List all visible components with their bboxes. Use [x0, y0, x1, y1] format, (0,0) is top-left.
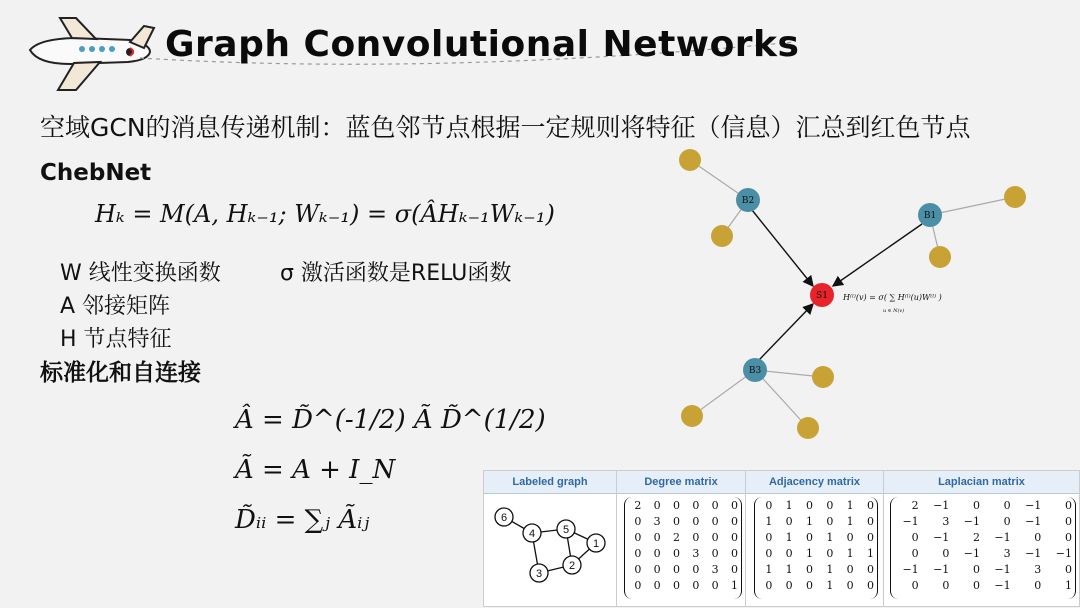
adjacency_matrix-cell: 1 — [867, 546, 874, 560]
adjacency_matrix-cell: 0 — [805, 562, 813, 576]
laplacian_matrix-cell: 3 — [1003, 546, 1011, 560]
adjacency_matrix-cell: 0 — [785, 578, 793, 592]
laplacian_matrix-cell: −1 — [994, 562, 1011, 576]
header-degree-matrix: Degree matrix — [644, 476, 718, 488]
degree_matrix-row — [625, 497, 741, 513]
header-laplacian-matrix: Laplacian matrix — [938, 476, 1025, 488]
adjacency_matrix-cell: 1 — [826, 530, 834, 544]
laplacian_matrix-cell: −1 — [1055, 546, 1072, 560]
degree_matrix-cell: 3 — [692, 546, 700, 560]
degree_matrix-row — [625, 529, 741, 545]
laplacian_matrix-cell: 0 — [942, 546, 950, 560]
adjacency_matrix-cell: 0 — [846, 562, 854, 576]
update-formula: H⁽ˡ⁾(v) = σ( ∑ H⁽ˡ⁾(u)W⁽ˡ⁾ ) — [843, 293, 942, 302]
formula-hk: Hₖ = M(A, Hₖ₋₁; Wₖ₋₁) = σ(ÂHₖ₋₁Wₖ₋₁) — [95, 200, 555, 228]
degree_matrix-cell: 0 — [692, 498, 700, 512]
graph-node-1: 1 — [592, 538, 600, 550]
laplacian_matrix-cell: 3 — [942, 514, 950, 528]
degree_matrix-cell: 0 — [653, 578, 661, 592]
adjacency_matrix-cell: 0 — [846, 530, 854, 544]
degree_matrix-cell: 0 — [711, 578, 719, 592]
matrix-figure — [483, 470, 1080, 607]
degree_matrix-cell: 0 — [672, 562, 680, 576]
degree_matrix-cell: 3 — [711, 562, 719, 576]
adjacency_matrix-cell: 1 — [846, 514, 854, 528]
adjacency_matrix-cell: 1 — [785, 562, 793, 576]
degree_matrix-row — [625, 561, 741, 577]
laplacian_matrix-cell: −1 — [1025, 498, 1042, 512]
adjacency_matrix-cell: 0 — [785, 546, 793, 560]
laplacian_matrix-cell: 0 — [911, 530, 919, 544]
laplacian_matrix-cell: −1 — [933, 562, 950, 576]
adjacency_matrix-cell: 1 — [785, 498, 793, 512]
degree-matrix — [624, 497, 742, 599]
gold-node — [1004, 186, 1026, 208]
adjacency_matrix-row — [755, 577, 877, 593]
label-b1: B1 — [923, 211, 937, 221]
gold-node — [679, 149, 701, 171]
laplacian_matrix-row — [891, 529, 1075, 545]
laplacian_matrix-cell: 0 — [1034, 578, 1042, 592]
laplacian_matrix-cell: −1 — [933, 498, 950, 512]
adjacency_matrix-cell: 0 — [867, 530, 874, 544]
gold-node — [681, 405, 703, 427]
adjacency_matrix-cell: 1 — [805, 546, 813, 560]
laplacian_matrix-cell: −1 — [963, 546, 980, 560]
slide-subtitle: 空域GCN的消息传递机制：蓝色邻节点根据一定规则将特征（信息）汇总到红色节点 — [40, 113, 971, 142]
degree_matrix-cell: 0 — [692, 530, 700, 544]
adjacency_matrix-cell: 0 — [765, 498, 773, 512]
degree_matrix-cell: 0 — [731, 562, 738, 576]
degree_matrix-cell: 0 — [711, 498, 719, 512]
degree_matrix-cell: 0 — [731, 546, 738, 560]
adjacency_matrix-cell: 0 — [867, 514, 874, 528]
degree_matrix-cell: 0 — [634, 530, 642, 544]
adjacency-matrix — [754, 497, 878, 599]
adjacency_matrix-cell: 0 — [785, 514, 793, 528]
adjacency_matrix-cell: 0 — [826, 546, 834, 560]
degree_matrix-row — [625, 577, 741, 593]
laplacian_matrix-cell: −1 — [1025, 546, 1042, 560]
laplacian_matrix-cell: 1 — [1065, 578, 1072, 592]
note-w: W 线性变换函数 — [60, 261, 221, 286]
laplacian_matrix-cell: 0 — [1034, 530, 1042, 544]
labeled-graph — [484, 493, 616, 605]
chebnet-heading: ChebNet — [40, 160, 152, 186]
laplacian_matrix-cell: 0 — [1003, 498, 1011, 512]
degree_matrix-cell: 0 — [692, 514, 700, 528]
degree_matrix-cell: 2 — [634, 498, 642, 512]
degree_matrix-cell: 3 — [653, 514, 661, 528]
adjacency_matrix-cell: 0 — [826, 498, 834, 512]
degree_matrix-row — [625, 545, 741, 561]
laplacian_matrix-cell: 3 — [1034, 562, 1042, 576]
degree_matrix-cell: 0 — [711, 546, 719, 560]
adjacency_matrix-cell: 0 — [765, 546, 773, 560]
laplacian_matrix-cell: −1 — [994, 578, 1011, 592]
formula-a-tilde: Ã = A + I_N — [235, 455, 396, 485]
adjacency_matrix-row — [755, 513, 877, 529]
gold-node — [797, 417, 819, 439]
normalization-heading: 标准化和自连接 — [40, 360, 201, 386]
laplacian_matrix-cell: 0 — [1065, 498, 1072, 512]
laplacian_matrix-row — [891, 561, 1075, 577]
graph-node-6: 6 — [500, 512, 508, 524]
graph-node-5: 5 — [562, 524, 570, 536]
laplacian_matrix-cell: 0 — [1065, 530, 1072, 544]
adjacency_matrix-cell: 0 — [867, 498, 874, 512]
adjacency_matrix-cell: 0 — [805, 578, 813, 592]
laplacian_matrix-cell: 0 — [1065, 562, 1072, 576]
degree_matrix-cell: 0 — [672, 514, 680, 528]
header-labeled-graph: Labeled graph — [512, 476, 588, 488]
degree_matrix-cell: 0 — [634, 514, 642, 528]
adjacency_matrix-cell: 0 — [765, 530, 773, 544]
degree_matrix-cell: 0 — [672, 578, 680, 592]
adjacency_matrix-cell: 0 — [765, 578, 773, 592]
gold-node — [812, 366, 834, 388]
laplacian_matrix-cell: 0 — [1003, 514, 1011, 528]
note-h: H 节点特征 — [60, 327, 172, 352]
laplacian_matrix-cell: 2 — [972, 530, 980, 544]
slide-title: Graph Convolutional Networks — [165, 24, 800, 65]
degree_matrix-cell: 0 — [653, 530, 661, 544]
laplacian_matrix-row — [891, 545, 1075, 561]
laplacian_matrix-cell: 0 — [942, 578, 950, 592]
laplacian_matrix-cell: 0 — [972, 578, 980, 592]
graph-node-2: 2 — [568, 560, 576, 572]
adjacency_matrix-cell: 1 — [765, 514, 773, 528]
degree_matrix-cell: 0 — [731, 514, 738, 528]
adjacency_matrix-row — [755, 497, 877, 513]
degree_matrix-cell: 0 — [653, 546, 661, 560]
note-sigma: σ 激活函数是RELU函数 — [280, 261, 512, 286]
laplacian_matrix-cell: −1 — [963, 514, 980, 528]
degree_matrix-cell: 0 — [711, 530, 719, 544]
laplacian_matrix-cell: 0 — [972, 562, 980, 576]
adjacency_matrix-row — [755, 545, 877, 561]
degree_matrix-cell: 0 — [653, 498, 661, 512]
degree_matrix-cell: 0 — [634, 562, 642, 576]
laplacian_matrix-row — [891, 497, 1075, 513]
adjacency_matrix-cell: 0 — [805, 530, 813, 544]
adjacency_matrix-cell: 1 — [846, 498, 854, 512]
degree_matrix-cell: 1 — [731, 578, 738, 592]
formula-a-hat: Â = D̃^(-1/2) Ã D̃^(1/2) — [235, 405, 546, 435]
laplacian_matrix-cell: −1 — [902, 514, 919, 528]
degree_matrix-cell: 0 — [711, 514, 719, 528]
laplacian_matrix-row — [891, 577, 1075, 593]
label-b3: B3 — [748, 366, 762, 376]
header-adjacency-matrix: Adjacency matrix — [768, 476, 861, 488]
adjacency_matrix-cell: 1 — [826, 578, 834, 592]
adjacency_matrix-cell: 0 — [867, 578, 874, 592]
laplacian_matrix-cell: 0 — [972, 498, 980, 512]
degree_matrix-cell: 0 — [634, 546, 642, 560]
gold-node — [711, 225, 733, 247]
adjacency_matrix-cell: 1 — [765, 562, 773, 576]
degree_matrix-cell: 0 — [731, 530, 738, 544]
degree_matrix-cell: 0 — [692, 578, 700, 592]
label-s1: S1 — [816, 291, 828, 301]
label-b2: B2 — [741, 196, 755, 206]
adjacency_matrix-cell: 0 — [805, 498, 813, 512]
laplacian_matrix-cell: 0 — [1065, 514, 1072, 528]
degree_matrix-cell: 0 — [672, 546, 680, 560]
adjacency_matrix-cell: 1 — [785, 530, 793, 544]
laplacian_matrix-cell: 0 — [911, 546, 919, 560]
adjacency_matrix-row — [755, 529, 877, 545]
degree_matrix-cell: 0 — [634, 578, 642, 592]
formula-d-tilde: D̃ᵢᵢ = ∑ⱼ Ãᵢⱼ — [235, 505, 370, 535]
adjacency_matrix-cell: 1 — [846, 546, 854, 560]
adjacency_matrix-cell: 0 — [826, 514, 834, 528]
graph-node-3: 3 — [535, 568, 543, 580]
adjacency_matrix-row — [755, 561, 877, 577]
laplacian-matrix — [890, 497, 1076, 599]
degree_matrix-cell: 0 — [692, 562, 700, 576]
note-a: A 邻接矩阵 — [60, 294, 171, 319]
graph-node-4: 4 — [528, 528, 536, 540]
laplacian_matrix-cell: −1 — [1025, 514, 1042, 528]
message-passing-graph — [670, 140, 1080, 450]
laplacian_matrix-cell: −1 — [994, 530, 1011, 544]
degree_matrix-row — [625, 513, 741, 529]
laplacian_matrix-cell: −1 — [902, 562, 919, 576]
laplacian_matrix-cell: 2 — [911, 498, 919, 512]
gold-node — [929, 246, 951, 268]
update-formula-sub: u ∈ N(v) — [883, 308, 905, 314]
degree_matrix-cell: 0 — [672, 498, 680, 512]
laplacian_matrix-cell: −1 — [933, 530, 950, 544]
laplacian_matrix-cell: 0 — [911, 578, 919, 592]
degree_matrix-cell: 0 — [731, 498, 738, 512]
laplacian_matrix-row — [891, 513, 1075, 529]
degree_matrix-cell: 0 — [653, 562, 661, 576]
degree_matrix-cell: 2 — [672, 530, 680, 544]
adjacency_matrix-cell: 1 — [826, 562, 834, 576]
adjacency_matrix-cell: 1 — [805, 514, 813, 528]
adjacency_matrix-cell: 0 — [846, 578, 854, 592]
adjacency_matrix-cell: 0 — [867, 562, 874, 576]
